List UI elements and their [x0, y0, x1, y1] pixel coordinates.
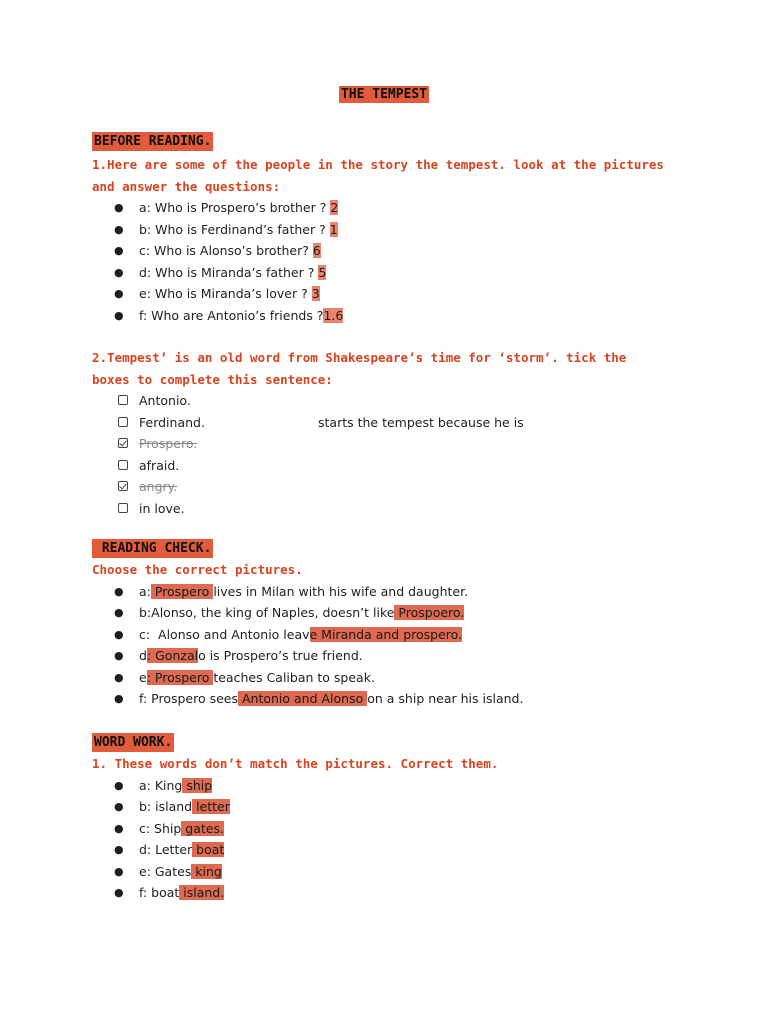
bullet-icon: ● [114, 606, 124, 619]
list-item: ● c: Who is Alonso’s brother? 6 [92, 240, 668, 262]
list-item: ● b: island letter [92, 796, 668, 818]
list-item: ● d: Gonzalo is Prospero’s true friend. [92, 645, 668, 667]
reading-check-instruction: Choose the correct pictures. [92, 562, 303, 577]
word-work-section [92, 731, 668, 904]
answer-highlight: Prospero [150, 583, 214, 599]
checkbox-group [92, 390, 668, 519]
checkbox-item[interactable]: angry. [92, 476, 668, 498]
list-item: ● b: Who is Ferdinand’s father ? 1 [92, 219, 668, 241]
before-reading-heading: BEFORE READING. [94, 134, 212, 149]
list-item: ● d: Who is Miranda’s father ? 5 [92, 262, 668, 284]
question-1: 1.Here are some of the people in the story the tempest. look at the pictures and answer the questions: [92, 157, 664, 194]
bullet-icon: ● [114, 843, 124, 856]
bullet-icon: ● [114, 308, 124, 322]
bullet-icon: ● [114, 800, 124, 813]
list-item: ● a: Prospero lives in Milan with his wife and daughter. [92, 581, 668, 603]
list-item: ● c: Ship gates. [92, 818, 668, 840]
checkbox-item[interactable]: in love. [92, 498, 668, 520]
checkbox-item[interactable]: afraid. [92, 455, 668, 477]
list-item: ● b:Alonso, the king of Naples, doesn’t like Prospoero. [92, 602, 668, 624]
answer-highlight: 1 [329, 221, 338, 237]
answer-highlight: 2 [330, 200, 339, 215]
word-work-heading: WORD WORK. [94, 735, 173, 750]
reading-check-list [92, 581, 668, 710]
reading-check-section [92, 537, 668, 710]
list-item: ● e: Gates king [92, 861, 668, 883]
checkbox[interactable] [118, 417, 128, 427]
checkbox[interactable] [118, 460, 128, 470]
bullet-icon: ● [114, 584, 124, 598]
answer-highlight: island. [179, 885, 225, 900]
reading-check-heading: READING CHECK. [94, 541, 212, 556]
bullet-icon: ● [114, 222, 124, 236]
answer-highlight: : Prospero [146, 669, 214, 685]
word-work-list [92, 775, 668, 904]
checkbox-list [92, 390, 668, 519]
page-title [0, 87, 768, 102]
answer-highlight: e Miranda and prospero. [309, 626, 463, 642]
bullet-icon: ● [114, 864, 124, 878]
list-item: ● d: Letter boat [92, 839, 668, 861]
answer-highlight: Prospoero. [394, 605, 465, 620]
answer-highlight: ship [182, 777, 213, 793]
answer-highlight: gates. [181, 820, 224, 836]
bullet-icon: ● [114, 287, 124, 300]
checkbox-item[interactable]: Antonio. [92, 390, 668, 412]
checkbox-item[interactable]: Ferdinand. starts the tempest because he is [92, 412, 668, 434]
checkbox-checked[interactable] [118, 438, 128, 448]
answer-highlight: 6 [312, 243, 321, 258]
checkbox-checked[interactable] [118, 481, 128, 491]
list-item: ● a: Who is Prospero’s brother ? 2 [92, 197, 668, 219]
answer-highlight: : Gonzal [146, 648, 199, 663]
question-1-list [92, 197, 668, 326]
list-item: ● f: Who are Antonio’s friends ?1.6 [92, 305, 668, 327]
bullet-icon: ● [114, 886, 124, 899]
bullet-icon: ● [114, 201, 124, 214]
checkbox[interactable] [118, 395, 128, 405]
bullet-icon: ● [114, 244, 124, 257]
answer-highlight: 1.6 [323, 307, 344, 323]
answer-highlight: Antonio and Alonso [238, 691, 368, 706]
list-item: ● e: Who is Miranda’s lover ? 3 [92, 283, 668, 305]
list-item: ● f: boat island. [92, 882, 668, 904]
bullet-icon: ● [114, 627, 124, 641]
list-item: ● c: Alonso and Antonio leave Miranda and prospero. [92, 624, 668, 646]
bullet-icon: ● [114, 778, 124, 792]
answer-highlight: 5 [318, 264, 327, 280]
list-item: ● a: King ship [92, 775, 668, 797]
bullet-icon: ● [114, 692, 124, 705]
list-item: ● f: Prospero sees Antonio and Alonso on a ship near his island. [92, 688, 668, 710]
bullet-icon: ● [114, 265, 124, 279]
sentence-middle: starts the tempest because he is [318, 414, 524, 430]
bullet-icon: ● [114, 670, 124, 684]
bullet-icon: ● [114, 821, 124, 835]
answer-highlight: 3 [311, 286, 320, 301]
answer-highlight: king [191, 863, 222, 879]
before-reading-section [92, 130, 668, 519]
bullet-icon: ● [114, 649, 124, 662]
answer-highlight: boat [192, 842, 225, 857]
question-2: 2.Tempest’ is an old word from Shakespeare’s time for ‘storm’. tick the boxes to complete this sentence: [92, 350, 627, 387]
list-item: ● e: Prospero teaches Caliban to speak. [92, 667, 668, 689]
word-work-instruction: 1. These words don’t match the pictures. Correct them. [92, 756, 499, 771]
title-text: THE TEMPEST [340, 87, 428, 102]
answer-highlight: letter [192, 799, 230, 814]
checkbox-item[interactable]: Prospero. [92, 433, 668, 455]
checkbox[interactable] [118, 503, 128, 513]
